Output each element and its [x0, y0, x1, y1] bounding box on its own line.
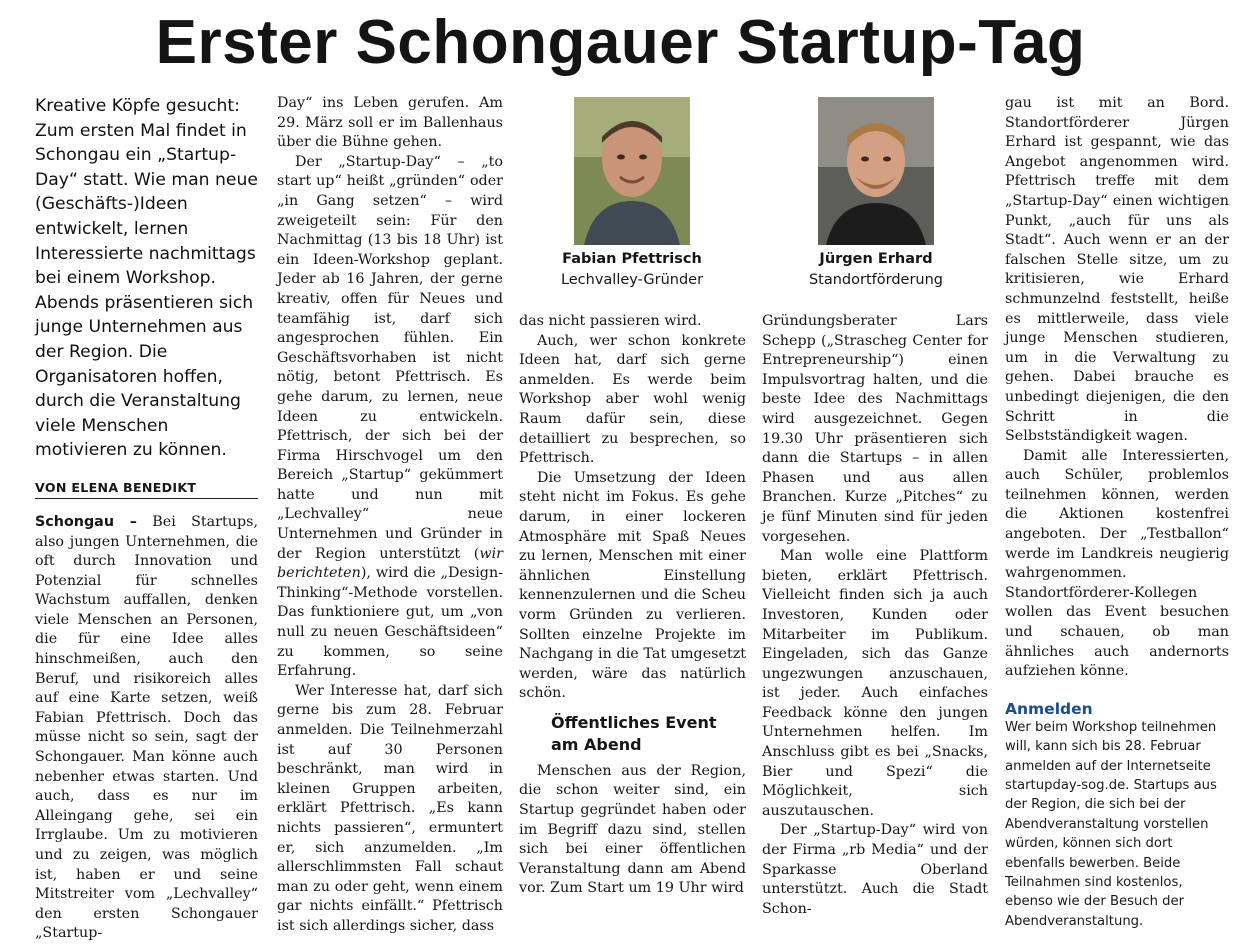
caption-name: Jürgen Erhard [819, 251, 933, 267]
portrait-photo-erhard [818, 97, 934, 245]
portrait-photo-pfettrisch [574, 97, 690, 245]
info-box-text: Wer beim Workshop teilnehmen will, kann sich bis 28. Februar anmelden auf der Internetseite startupday-sog.de. Startups aus der Region, die sich bei der Abendveranstaltung vorstellen würden, können sich dort ebenfalls bewerben. Beide Teilnahmen sind kostenlos, ebenso wie der Besuch der Abendveranstaltung. [1005, 719, 1217, 929]
column-4 [762, 312, 988, 917]
dateline: Schongau – [35, 513, 137, 530]
article-text: ), wird die „Design-Thinking“-Methode vorstellen. Das funktioniere gut, um „von null zu neuen Geschäftsideen“ zu kommen, so seine Erfahrung. [277, 565, 503, 680]
column-3 [519, 312, 746, 897]
article-paragraph: Man wolle eine Plattform bieten, erklärt Pfettrisch. Vielleicht finden sich ja auch Investoren, Kunden oder Mitarbeiter im Publikum. Eingeladen, sich das Ganze ungezwungen anzuschauen, ist jeder. Auch einfaches Feedback könne den jungen Unternehmen helfen. Im Anschluss gibt es bei „Snacks, Bier und Spezi“ die Möglichkeit, sich auszutauschen. [762, 548, 988, 819]
article-paragraph: gau ist mit an Bord. Standortförderer Jürgen Erhard ist gespannt, wie das Angebot angenommen wird. Pfettrisch treffe mit dem „Startup-Day“ einen wichtigen Punkt, „auch für uns als Stadt“. Auch wenn er an der falschen Stelle sitze, um zu kritisieren, wie Erhard schmunzelnd feststellt, heiße es mittlerweile, dass viele junge Menschen studieren, um in die Verwaltung zu gehen. Dabei brauche es unbedingt diejenigen, die den Schritt in die Selbstständigkeit wagen. [1005, 95, 1229, 445]
headline: Erster Schongauer Startup-Tag [155, 8, 1086, 77]
info-box-title: Anmelden [1005, 699, 1093, 718]
column-1 [35, 94, 258, 942]
caption-role: Standortförderung [808, 272, 944, 288]
article-paragraph: Wer Interesse hat, darf sich gerne bis zum 28. Februar anmelden. Die Teilnehmerzahl ist auf 30 Personen beschränkt, man wird in kleinen Gruppen arbeiten, erklärt Pfettrisch. „Es kann nichts passieren“, ermuntert er, sich anzumelden. „Im allerschlimmsten Fall schaut man zu oder geht, wenn einem gar nichts einfällt.“ Pfettrisch ist sich allerdings sicher, dass [277, 682, 503, 934]
article-text: Bei Startups, also jungen Unternehmen, die oft durch Innovation und Potenzial für schnelles Wachstum auffallen, denken viele Menschen an Personen, die für eine Idee alles hinschmeißen, auch den Beruf, und risikoreich alles auf eine Karte setzen, weiß Fabian Pfettrisch. Doch das müsse nicht so sein, sagt der Schongauer. Man könne auch nebenher etwas starten. Und auch, dass es nur im Alleingang gehe, sei ein Irrglaube. Um zu motivieren und zu zeigen, was möglich ist, haben er und seine Mitstreiter vom „Lechvalley“ den ersten Schongauer „Startup- [35, 513, 258, 942]
article-paragraph: Day“ ins Leben gerufen. Am 29. März soll er im Ballenhaus über die Bühne gehen. [277, 95, 503, 151]
photo-caption-2 [784, 249, 968, 291]
article-paragraph: das nicht passieren wird. [519, 313, 702, 329]
lead-paragraph: Kreative Köpfe gesucht: Zum ersten Mal findet in Schongau ein „Startup-Day“ statt. Wie man neue (Geschäfts-)Ideen entwickelt, lernen Interessierte nachmittags bei einem Workshop. Abends präsentieren sich junge Unternehmen aus der Region. Die Organisatoren hoffen, durch die Veranstaltung viele Menschen motivieren zu können. [35, 96, 258, 461]
article-paragraph [277, 153, 503, 682]
subheading: Öffentliches Event am Abend [551, 712, 717, 754]
column-5 [1005, 94, 1229, 929]
article-paragraph: Damit alle Interessierten, auch Schüler, problemlos teilnehmen können, werden die Aktionen kostenfrei angeboten. Der „Testballon“ werde im Landkreis neugierig wahrgenommen. Standortförderer-Kollegen wollen das Event besuchen und schauen, ob man ähnliches auch andernorts aufziehen könne. [1005, 447, 1229, 680]
caption-name: Fabian Pfettrisch [562, 251, 702, 267]
article-text: Der „Startup-Day“ – „to start up“ heißt „gründen“ oder „in Gang setzen“ – wird zweigeteilt sein: Für den Nachmittag (13 bis 18 Uhr) ist ein Ideen-Workshop geplant. Jeder ab 16 Jahren, der gerne kreativ, offen für Neues und teamfähig ist, darf sich angesprochen fühlen. Ein Geschäftsvorhaben ist nicht nötig, betont Pfettrisch. Es gehe darum, zu lernen, neue Ideen zu entwickeln. Pfettrisch, der sich bei der Firma Hirschvogel um den Bereich „Startup“ gekümmert hatte und nun mit „Lechvalley“ neue Unternehmen und Gründer in der Region unterstützt ( [277, 153, 503, 562]
article-paragraph: Gründungsberater Lars Schepp („Strascheg Center for Entrepreneurship“) einen Impulsvortrag halten, und die beste Idee des Nachmittags wird ausgezeichnet. Gegen 19.30 Uhr präsentieren sich dann die Startups – in allen Phasen und aus allen Branchen. Kurze „Pitches“ zu je fünf Minuten sind für jeden vorgesehen. [762, 313, 988, 545]
article-paragraph: Der „Startup-Day“ wird von der Firma „rb Media“ und der Sparkasse Oberland unterstützt. Auch die Stadt Schon- [762, 822, 988, 917]
portrait-image [818, 97, 934, 245]
article-paragraph: Menschen aus der Region, die schon weiter sind, ein Startup gegründet haben oder im Begriff dazu sind, stellen sich bei einer öffentlichen Veranstaltung dann am Abend vor. Zum Start um 19 Uhr wird [519, 762, 746, 897]
article-text-italic: wir berichteten [277, 545, 503, 582]
column-2 [277, 94, 503, 934]
article-paragraph: Die Umsetzung der Ideen steht nicht im Fokus. Es gehe darum, in einer lockeren Atmosphäre mit Spaß Neues zu lernen, Menschen mit einer ähnlichen Einstellung kennenzulernen und die Scheu vorm Gründen zu verlieren. Sollten einzelne Projekte im Nachgang in die Tat umgesetzt werden, wäre das natürlich schön. [519, 469, 746, 702]
caption-role: Lechvalley-Gründer [560, 272, 704, 288]
article-paragraph [35, 513, 258, 944]
photo-caption-1 [540, 249, 724, 291]
author-byline: VON ELENA BENEDIKT [35, 480, 258, 499]
article-paragraph: Auch, wer schon konkrete Ideen hat, darf sich gerne anmelden. Es werde beim Workshop aber wohl wenig Raum dafür sein, diese detailliert zu besprechen, so Pfettrisch. [519, 332, 746, 467]
portrait-image [574, 97, 690, 245]
